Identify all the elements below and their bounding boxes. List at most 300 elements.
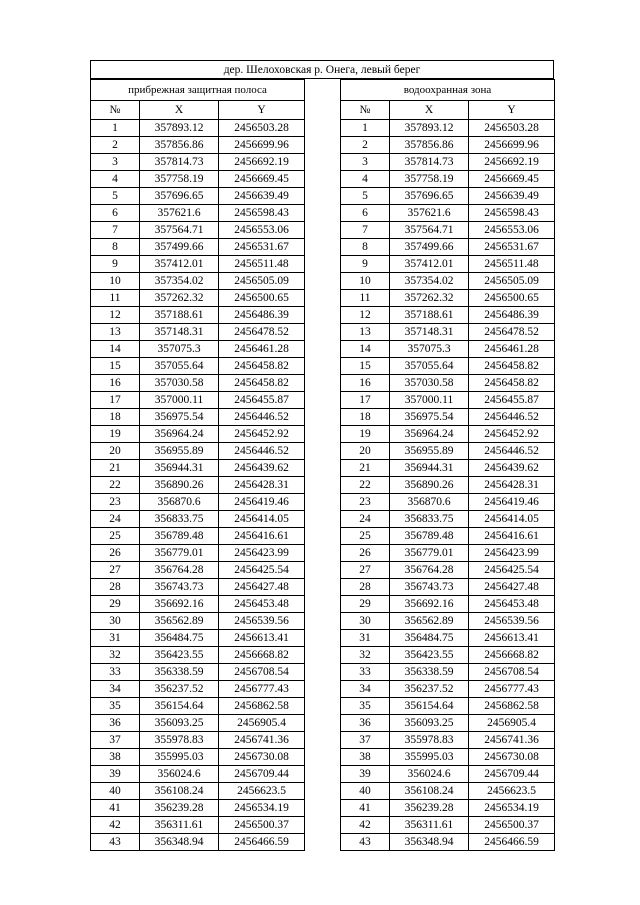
cell-number: 32 (91, 647, 140, 664)
cell-y: 2456466.59 (219, 834, 305, 851)
cell-x: 356944.31 (390, 460, 469, 477)
cell-number: 34 (341, 681, 390, 698)
table-row (91, 715, 305, 732)
cell-y: 2456613.41 (469, 630, 555, 647)
cell-x: 356779.01 (140, 545, 219, 562)
cell-number: 9 (341, 256, 390, 273)
cell-number: 37 (341, 732, 390, 749)
tables-container (90, 79, 554, 851)
cell-y: 2456511.48 (219, 256, 305, 273)
table-caption: прибрежная защитная полоса (91, 80, 305, 101)
table-row (341, 477, 555, 494)
cell-number: 42 (341, 817, 390, 834)
table-row (91, 817, 305, 834)
cell-number: 39 (91, 766, 140, 783)
cell-number: 29 (91, 596, 140, 613)
cell-x: 356239.28 (140, 800, 219, 817)
table-row (91, 562, 305, 579)
cell-y: 2456500.37 (219, 817, 305, 834)
table-row (341, 222, 555, 239)
table-row (341, 137, 555, 154)
cell-y: 2456511.48 (469, 256, 555, 273)
cell-y: 2456419.46 (469, 494, 555, 511)
cell-number: 18 (341, 409, 390, 426)
coastal-protection-strip-table (90, 79, 305, 851)
cell-number: 29 (341, 596, 390, 613)
cell-y: 2456428.31 (219, 477, 305, 494)
table-row (341, 783, 555, 800)
cell-number: 3 (341, 154, 390, 171)
cell-y: 2456416.61 (469, 528, 555, 545)
cell-y: 2456613.41 (219, 630, 305, 647)
cell-x: 356348.94 (140, 834, 219, 851)
cell-x: 357564.71 (140, 222, 219, 239)
cell-y: 2456428.31 (469, 477, 555, 494)
cell-y: 2456452.92 (469, 426, 555, 443)
table-row (341, 800, 555, 817)
table-row (341, 171, 555, 188)
cell-y: 2456500.65 (469, 290, 555, 307)
cell-number: 43 (91, 834, 140, 851)
table-row (341, 358, 555, 375)
cell-number: 30 (91, 613, 140, 630)
cell-number: 5 (341, 188, 390, 205)
cell-number: 25 (341, 528, 390, 545)
table-row (341, 834, 555, 851)
cell-number: 28 (91, 579, 140, 596)
cell-y: 2456692.19 (469, 154, 555, 171)
table-row (91, 358, 305, 375)
table-row (91, 511, 305, 528)
cell-x: 357188.61 (140, 307, 219, 324)
cell-number: 20 (91, 443, 140, 460)
cell-y: 2456623.5 (219, 783, 305, 800)
table-row (91, 460, 305, 477)
cell-x: 356955.89 (390, 443, 469, 460)
cell-y: 2456458.82 (219, 358, 305, 375)
column-header-y: Y (469, 101, 555, 120)
cell-x: 356311.61 (390, 817, 469, 834)
cell-y: 2456598.43 (219, 205, 305, 222)
table-row (341, 579, 555, 596)
cell-x: 356870.6 (390, 494, 469, 511)
cell-number: 35 (91, 698, 140, 715)
cell-number: 4 (341, 171, 390, 188)
table-row (91, 528, 305, 545)
table-row (341, 647, 555, 664)
cell-y: 2456461.28 (469, 341, 555, 358)
cell-y: 2456709.44 (219, 766, 305, 783)
document-title: дер. Шелоховская р. Онега, левый берег (90, 60, 554, 79)
cell-y: 2456708.54 (469, 664, 555, 681)
cell-number: 12 (91, 307, 140, 324)
cell-y: 2456478.52 (219, 324, 305, 341)
cell-y: 2456427.48 (219, 579, 305, 596)
column-header-x: X (140, 101, 219, 120)
cell-number: 43 (341, 834, 390, 851)
table-body (341, 120, 555, 851)
cell-y: 2456461.28 (219, 341, 305, 358)
cell-number: 33 (341, 664, 390, 681)
cell-x: 357893.12 (390, 120, 469, 137)
cell-y: 2456777.43 (219, 681, 305, 698)
cell-x: 357075.3 (140, 341, 219, 358)
cell-number: 9 (91, 256, 140, 273)
table-row (341, 715, 555, 732)
cell-number: 6 (91, 205, 140, 222)
cell-number: 2 (91, 137, 140, 154)
table-row (341, 681, 555, 698)
cell-y: 2456741.36 (219, 732, 305, 749)
cell-y: 2456531.67 (219, 239, 305, 256)
cell-number: 8 (91, 239, 140, 256)
cell-y: 2456534.19 (219, 800, 305, 817)
cell-x: 357262.32 (390, 290, 469, 307)
cell-y: 2456423.99 (219, 545, 305, 562)
cell-number: 40 (341, 783, 390, 800)
cell-number: 27 (341, 562, 390, 579)
cell-y: 2456446.52 (469, 443, 555, 460)
cell-x: 356779.01 (390, 545, 469, 562)
cell-number: 22 (91, 477, 140, 494)
cell-x: 357814.73 (140, 154, 219, 171)
cell-number: 17 (341, 392, 390, 409)
table-row (91, 256, 305, 273)
table-row (341, 732, 555, 749)
cell-x: 356944.31 (140, 460, 219, 477)
cell-y: 2456862.58 (219, 698, 305, 715)
table-row (341, 154, 555, 171)
cell-x: 356093.25 (390, 715, 469, 732)
cell-number: 32 (341, 647, 390, 664)
table-row (91, 783, 305, 800)
cell-x: 356955.89 (140, 443, 219, 460)
cell-x: 357000.11 (390, 392, 469, 409)
table-row (91, 613, 305, 630)
cell-number: 33 (91, 664, 140, 681)
cell-number: 30 (341, 613, 390, 630)
cell-x: 356108.24 (390, 783, 469, 800)
cell-number: 16 (91, 375, 140, 392)
cell-number: 31 (341, 630, 390, 647)
cell-number: 37 (91, 732, 140, 749)
cell-x: 356692.16 (140, 596, 219, 613)
cell-x: 357856.86 (140, 137, 219, 154)
table-row (91, 698, 305, 715)
table-row (91, 834, 305, 851)
cell-x: 357758.19 (390, 171, 469, 188)
cell-y: 2456699.96 (469, 137, 555, 154)
cell-x: 356833.75 (390, 511, 469, 528)
cell-x: 357696.65 (390, 188, 469, 205)
table-row (91, 205, 305, 222)
cell-x: 356975.54 (140, 409, 219, 426)
cell-y: 2456505.09 (469, 273, 555, 290)
cell-x: 356484.75 (140, 630, 219, 647)
cell-y: 2456425.54 (219, 562, 305, 579)
cell-x: 356743.73 (140, 579, 219, 596)
cell-x: 357030.58 (390, 375, 469, 392)
cell-x: 357621.6 (390, 205, 469, 222)
table-row (91, 426, 305, 443)
cell-y: 2456531.67 (469, 239, 555, 256)
cell-number: 41 (91, 800, 140, 817)
table-row (341, 443, 555, 460)
table-row (91, 647, 305, 664)
cell-x: 356237.52 (390, 681, 469, 698)
table-row (341, 375, 555, 392)
table-row (91, 443, 305, 460)
water-protection-zone-table (340, 79, 555, 851)
cell-number: 19 (91, 426, 140, 443)
cell-x: 356154.64 (390, 698, 469, 715)
cell-number: 36 (91, 715, 140, 732)
cell-y: 2456466.59 (469, 834, 555, 851)
cell-number: 15 (91, 358, 140, 375)
table-row (341, 664, 555, 681)
table-row (91, 749, 305, 766)
cell-y: 2456446.52 (469, 409, 555, 426)
cell-y: 2456553.06 (219, 222, 305, 239)
cell-number: 3 (91, 154, 140, 171)
cell-y: 2456777.43 (469, 681, 555, 698)
table-row (341, 494, 555, 511)
cell-x: 357412.01 (390, 256, 469, 273)
cell-y: 2456505.09 (219, 273, 305, 290)
cell-y: 2456500.37 (469, 817, 555, 834)
table-row (341, 290, 555, 307)
cell-y: 2456669.45 (469, 171, 555, 188)
table-row (341, 392, 555, 409)
cell-y: 2456708.54 (219, 664, 305, 681)
cell-y: 2456455.87 (219, 392, 305, 409)
table-body (91, 120, 305, 851)
cell-number: 6 (341, 205, 390, 222)
cell-x: 356024.6 (140, 766, 219, 783)
column-header-number: № (91, 101, 140, 120)
cell-number: 39 (341, 766, 390, 783)
table-row (341, 256, 555, 273)
cell-number: 15 (341, 358, 390, 375)
table-row (91, 273, 305, 290)
cell-number: 31 (91, 630, 140, 647)
cell-x: 355995.03 (390, 749, 469, 766)
table-row (341, 239, 555, 256)
cell-x: 356870.6 (140, 494, 219, 511)
cell-y: 2456709.44 (469, 766, 555, 783)
cell-x: 356789.48 (390, 528, 469, 545)
table-row (341, 596, 555, 613)
table-row (341, 562, 555, 579)
cell-x: 357564.71 (390, 222, 469, 239)
cell-number: 26 (341, 545, 390, 562)
cell-x: 357055.64 (140, 358, 219, 375)
cell-x: 357148.31 (390, 324, 469, 341)
cell-x: 356764.28 (140, 562, 219, 579)
cell-number: 26 (91, 545, 140, 562)
column-header-number: № (341, 101, 390, 120)
cell-x: 357696.65 (140, 188, 219, 205)
table-row (91, 630, 305, 647)
table-row (91, 324, 305, 341)
cell-number: 8 (341, 239, 390, 256)
cell-number: 10 (341, 273, 390, 290)
cell-y: 2456692.19 (219, 154, 305, 171)
cell-y: 2456503.28 (469, 120, 555, 137)
cell-y: 2456458.82 (219, 375, 305, 392)
cell-y: 2456905.4 (469, 715, 555, 732)
cell-x: 357893.12 (140, 120, 219, 137)
cell-number: 11 (91, 290, 140, 307)
cell-x: 356975.54 (390, 409, 469, 426)
table-row (91, 494, 305, 511)
cell-y: 2456439.62 (219, 460, 305, 477)
table-row (341, 426, 555, 443)
cell-y: 2456458.82 (469, 375, 555, 392)
cell-number: 25 (91, 528, 140, 545)
table-row (341, 528, 555, 545)
cell-x: 356338.59 (390, 664, 469, 681)
cell-x: 356108.24 (140, 783, 219, 800)
cell-x: 357055.64 (390, 358, 469, 375)
cell-x: 355995.03 (140, 749, 219, 766)
column-header-y: Y (219, 101, 305, 120)
cell-y: 2456669.45 (219, 171, 305, 188)
table-row (91, 766, 305, 783)
cell-number: 7 (91, 222, 140, 239)
table-row (341, 545, 555, 562)
cell-x: 356890.26 (140, 477, 219, 494)
cell-x: 356423.55 (390, 647, 469, 664)
cell-x: 356237.52 (140, 681, 219, 698)
cell-x: 356423.55 (140, 647, 219, 664)
table-row (341, 409, 555, 426)
cell-y: 2456539.56 (219, 613, 305, 630)
table-row (341, 324, 555, 341)
cell-y: 2456905.4 (219, 715, 305, 732)
cell-number: 40 (91, 783, 140, 800)
table-row (91, 800, 305, 817)
cell-number: 24 (341, 511, 390, 528)
cell-number: 24 (91, 511, 140, 528)
table-row (91, 290, 305, 307)
cell-y: 2456598.43 (469, 205, 555, 222)
table-row (341, 120, 555, 137)
cell-number: 2 (341, 137, 390, 154)
table-row (91, 545, 305, 562)
cell-y: 2456478.52 (469, 324, 555, 341)
cell-y: 2456446.52 (219, 409, 305, 426)
cell-number: 22 (341, 477, 390, 494)
cell-y: 2456534.19 (469, 800, 555, 817)
table-row (91, 732, 305, 749)
table-row (341, 511, 555, 528)
cell-x: 356789.48 (140, 528, 219, 545)
cell-number: 35 (341, 698, 390, 715)
cell-y: 2456730.08 (469, 749, 555, 766)
table-row (341, 613, 555, 630)
cell-x: 356484.75 (390, 630, 469, 647)
cell-number: 23 (91, 494, 140, 511)
cell-number: 21 (91, 460, 140, 477)
cell-number: 34 (91, 681, 140, 698)
cell-x: 356833.75 (140, 511, 219, 528)
table-row (91, 188, 305, 205)
table-row (341, 188, 555, 205)
cell-x: 356964.24 (390, 426, 469, 443)
cell-y: 2456486.39 (219, 307, 305, 324)
cell-number: 36 (341, 715, 390, 732)
cell-number: 23 (341, 494, 390, 511)
table-row (341, 698, 555, 715)
table-row (341, 341, 555, 358)
table-row (91, 664, 305, 681)
cell-x: 355978.83 (140, 732, 219, 749)
table-row (91, 222, 305, 239)
column-header-x: X (390, 101, 469, 120)
cell-y: 2456439.62 (469, 460, 555, 477)
cell-x: 356764.28 (390, 562, 469, 579)
cell-number: 18 (91, 409, 140, 426)
cell-number: 16 (341, 375, 390, 392)
cell-number: 20 (341, 443, 390, 460)
cell-number: 7 (341, 222, 390, 239)
right-block (340, 79, 554, 851)
cell-number: 21 (341, 460, 390, 477)
cell-x: 357000.11 (140, 392, 219, 409)
cell-x: 357354.02 (390, 273, 469, 290)
cell-x: 357262.32 (140, 290, 219, 307)
table-row (341, 307, 555, 324)
cell-x: 356093.25 (140, 715, 219, 732)
cell-y: 2456741.36 (469, 732, 555, 749)
cell-y: 2456730.08 (219, 749, 305, 766)
cell-x: 357030.58 (140, 375, 219, 392)
cell-number: 13 (341, 324, 390, 341)
cell-number: 41 (341, 800, 390, 817)
cell-y: 2456423.99 (469, 545, 555, 562)
cell-x: 357412.01 (140, 256, 219, 273)
cell-number: 38 (91, 749, 140, 766)
cell-y: 2456425.54 (469, 562, 555, 579)
cell-x: 356024.6 (390, 766, 469, 783)
cell-number: 19 (341, 426, 390, 443)
table-row (91, 154, 305, 171)
cell-y: 2456486.39 (469, 307, 555, 324)
cell-x: 357856.86 (390, 137, 469, 154)
cell-number: 27 (91, 562, 140, 579)
cell-y: 2456416.61 (219, 528, 305, 545)
cell-y: 2456639.49 (469, 188, 555, 205)
cell-y: 2456453.48 (469, 596, 555, 613)
cell-y: 2456453.48 (219, 596, 305, 613)
cell-y: 2456455.87 (469, 392, 555, 409)
cell-number: 17 (91, 392, 140, 409)
cell-number: 14 (91, 341, 140, 358)
cell-y: 2456639.49 (219, 188, 305, 205)
table-row (91, 120, 305, 137)
table-row (91, 409, 305, 426)
cell-x: 356311.61 (140, 817, 219, 834)
left-block (90, 79, 304, 851)
cell-x: 357499.66 (140, 239, 219, 256)
table-row (91, 681, 305, 698)
cell-y: 2456539.56 (469, 613, 555, 630)
cell-x: 356890.26 (390, 477, 469, 494)
cell-x: 357758.19 (140, 171, 219, 188)
table-row (91, 171, 305, 188)
cell-x: 357354.02 (140, 273, 219, 290)
